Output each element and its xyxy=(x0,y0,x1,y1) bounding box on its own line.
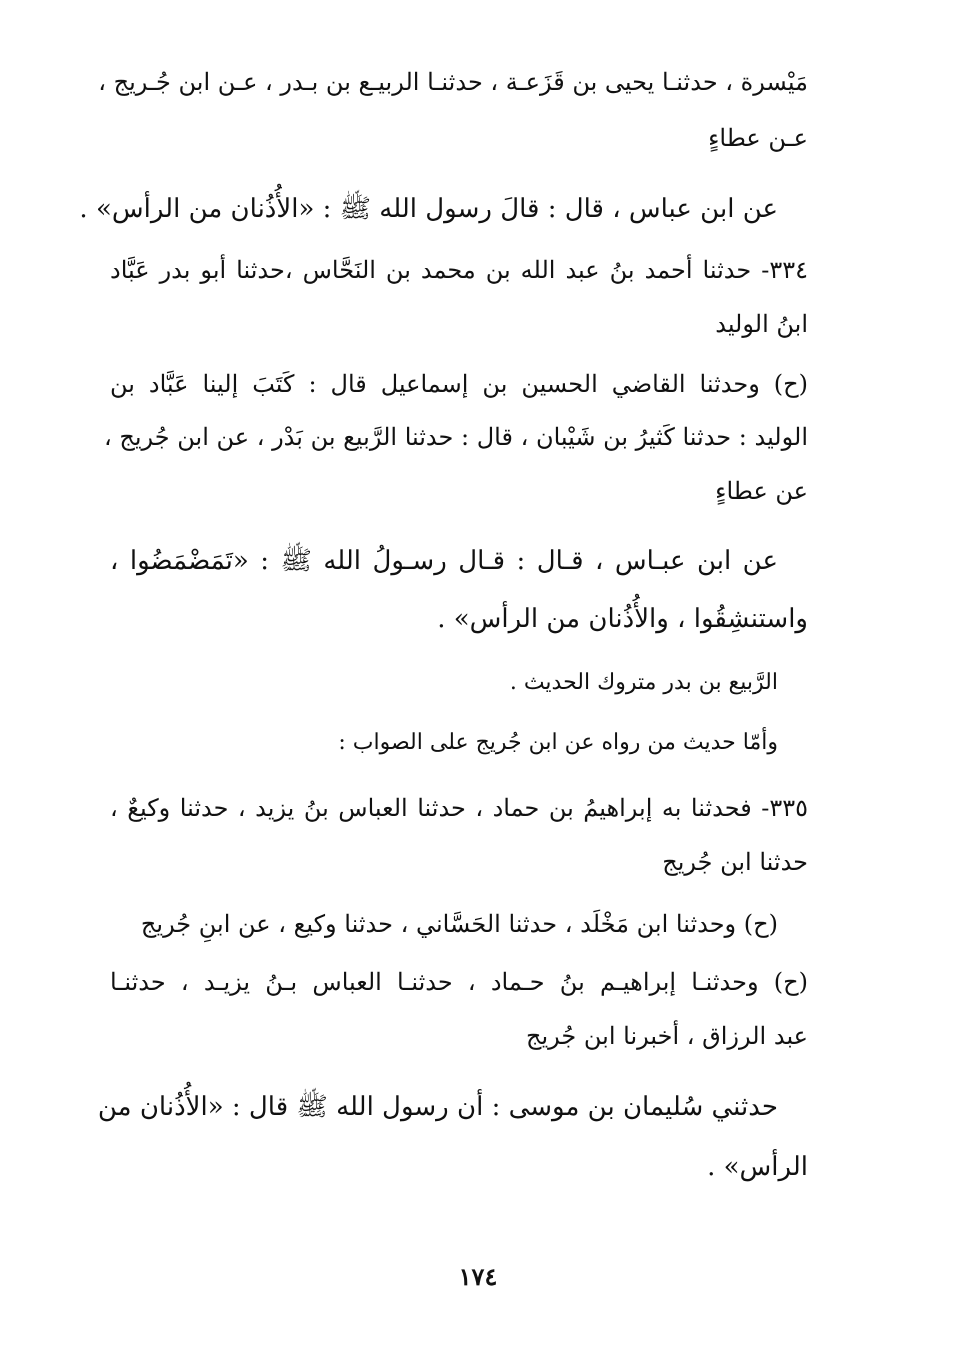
hadith-line-4: حدثني سُليمان بن موسى : أن رسول الله ﷺ قال : «الأُذُنان من xyxy=(97,1092,778,1122)
hadith-line-3: واستنشِقُوا ، والأُذُنان من الرأس» . xyxy=(437,604,808,634)
text-line-4: ٣٣٤- حدثنا أحمد بنُ عبد الله بن محمد بن النَحَّاس ،حدثنا أبو بدر عَبَّاد xyxy=(110,256,808,284)
hadith-line-1: عن ابن عباس ، قال : قالَ رسول الله ﷺ : «الأُذُنان من الرأس» . xyxy=(79,194,778,224)
text-line-15: (ح) وحدثنا ابن مَخْلَد ، حدثنا الحَسَّاني ، حدثنا وكيع ، عن ابنِ جُريج xyxy=(140,910,778,938)
hadith-line-2: عن ابن عبـاس ، قـال : قـال رسـولُ الله ﷺ : «تَمَضْمَضُوا ، xyxy=(110,546,778,576)
text-line-6: (ح) وحدثنا القاضي الحسين بن إسماعيل قال : كَتَبَ إلينا عَبَّاد بن xyxy=(110,370,808,398)
text-line-13: ٣٣٥- فحدثنا به إبراهيمُ بن حماد ، حدثنا العباس بنُ يزيد ، حدثنا وكيعٌ ، xyxy=(110,794,808,822)
note-line-2: وأمّا حديث من رواه عن ابن جُريج على الصواب : xyxy=(338,730,778,755)
text-line-16: (ح) وحدثنـا إبراهيـم بنُ حـماد ، حدثنـا العباس بـنُ يزيـد ، حدثنـا xyxy=(110,968,808,996)
hadith-line-5: الرأس» . xyxy=(707,1152,808,1182)
text-line-2: عـن عطاءٍ xyxy=(708,124,808,152)
text-line-17: عبد الرزاق ، أخبرنا ابن جُريج xyxy=(526,1022,808,1050)
page-number: ١٧٤ xyxy=(458,1262,498,1291)
note-line-1: الرَّبيع بن بدر متروك الحديث . xyxy=(509,670,778,695)
text-line-8: عن عطاءٍ xyxy=(715,477,808,505)
text-line-5: ابنُ الوليد xyxy=(715,310,808,338)
text-line-7: الوليد : حدثنا كَثيرُ بن شَيْبان ، قال : حدثنا الرَّبيع بن بَدْر ، عن ابن جُريج ، xyxy=(103,423,808,451)
text-line-14: حدثنا ابن جُريج xyxy=(662,848,808,876)
text-line-1: مَيْسرة ، حدثنـا يحيى بن قَزَعـة ، حدثنـا الربيـع بن بـدر ، عـن ابن جُـريج ، xyxy=(98,68,808,96)
